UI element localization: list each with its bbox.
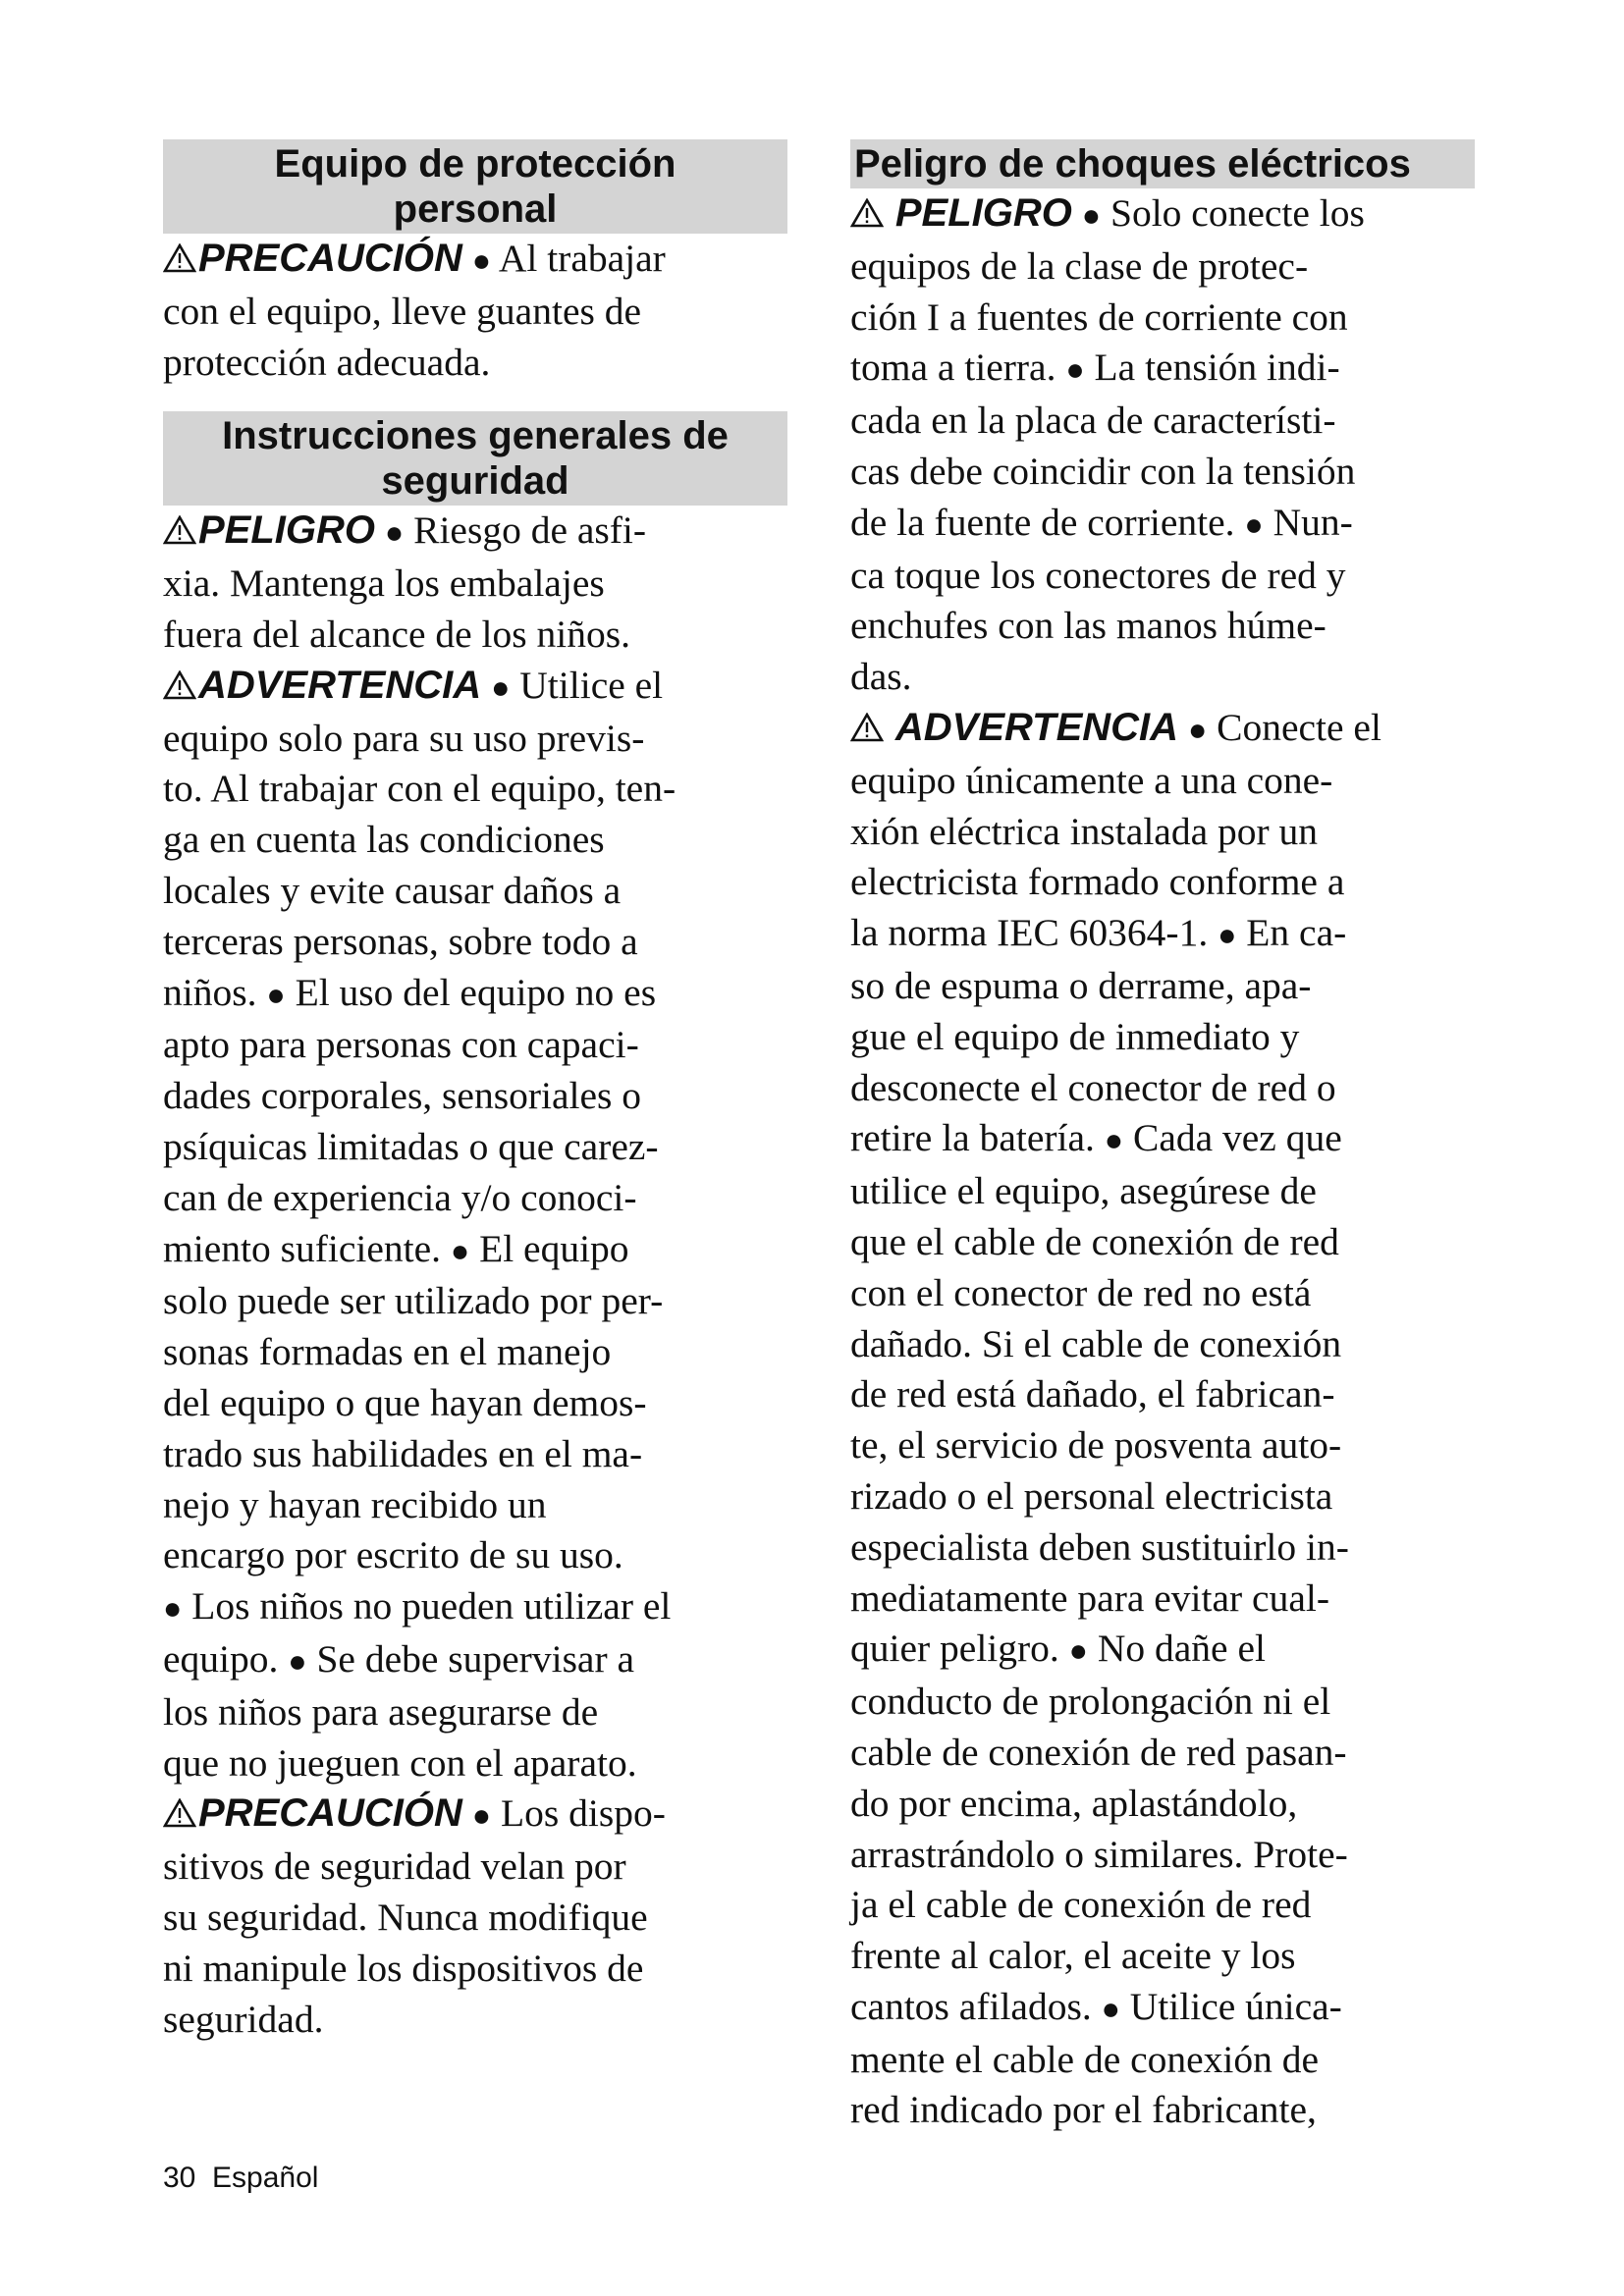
signal-word-danger: PELIGRO bbox=[198, 508, 376, 553]
bullet-icon: ● bbox=[1104, 1122, 1124, 1158]
warning-triangle-icon bbox=[163, 1798, 196, 1828]
bullet-icon: ● bbox=[384, 514, 405, 551]
warning-triangle-icon bbox=[163, 515, 196, 545]
paragraph-text: La tensión indi- cada en la placa de característi- cas debe coincidir con la tensión de la fuente de corriente. bbox=[850, 346, 1356, 544]
section-heading-protective-equipment: Equipo de protección personal bbox=[163, 139, 787, 234]
paragraph-text: Los niños no pueden utilizar el equipo. bbox=[163, 1584, 672, 1681]
warning-triangle-icon bbox=[850, 198, 884, 228]
warning-triangle-icon bbox=[163, 243, 196, 273]
left-column bbox=[163, 139, 787, 2045]
paragraph-warning-electric bbox=[850, 703, 1475, 2136]
section-heading-electric-shock: Peligro de choques eléctricos bbox=[850, 139, 1475, 188]
bullet-icon: ● bbox=[1218, 917, 1237, 953]
paragraph-text: El uso del equipo no es apto para personas con capaci- dades corporales, sensoriales o psíquicas limitadas o que carez- can de experiencia y/o conoci- miento suficiente. bbox=[163, 970, 659, 1270]
paragraph-text: Utilice el equipo solo para su uso previs- to. Al trabajar con el equipo, ten- ga en cuenta las condiciones locales y evite causar daños a terceras personas, sobre todo a niños. bbox=[163, 663, 677, 1014]
signal-word-warning: ADVERTENCIA bbox=[198, 663, 482, 707]
signal-word-warning: ADVERTENCIA bbox=[894, 705, 1179, 749]
page-footer bbox=[163, 2162, 318, 2195]
section-heading-general-safety: Instrucciones generales de seguridad bbox=[163, 411, 787, 506]
paragraph-text: El equipo solo puede ser utilizado por per- sonas formadas en el manejo del equipo o que hayan demos- trado sus habilidades en el ma- nejo y hayan recibido un encargo por escrito de su uso. bbox=[163, 1226, 664, 1577]
paragraph-text: Riesgo de asfi- xia. Mantenga los embalajes fuera del alcance de los niños. bbox=[163, 508, 647, 656]
bullet-icon: ● bbox=[471, 1797, 492, 1834]
bullet-icon: ● bbox=[1244, 506, 1264, 542]
bullet-icon: ● bbox=[491, 668, 511, 705]
signal-word-danger: PELIGRO bbox=[894, 191, 1072, 235]
paragraph-text: Nun- ca toque los conectores de red y enchufes con las manos húme- das. bbox=[850, 500, 1353, 699]
paragraph-text: No dañe el conducto de prolongación ni el cable de conexión de red pasan- do por encima, aplastándolo, arrastrándolo o similares. Prote- ja el cable de conexión de red frente al calor, el aceite y los cantos afilados. bbox=[850, 1627, 1348, 2028]
paragraph-text: En ca- so de espuma o derrame, apa- gue el equipo de inmediato y desconecte el conector de red o retire la batería. bbox=[850, 911, 1347, 1160]
bullet-icon: ● bbox=[288, 1642, 307, 1679]
bullet-icon: ● bbox=[1187, 711, 1208, 747]
warning-triangle-icon bbox=[850, 713, 884, 742]
footer-language: Español bbox=[212, 2162, 319, 2194]
bullet-icon: ● bbox=[1068, 1632, 1088, 1669]
paragraph-precaution-safety-devices bbox=[163, 1789, 787, 2045]
paragraph-precaution-gloves bbox=[163, 234, 787, 388]
paragraph-text: Utilice única- mente el cable de conexión de red indicado por el fabricante, bbox=[850, 1984, 1342, 2132]
warning-triangle-icon bbox=[163, 670, 196, 700]
paragraph-text: Cada vez que utilice el equipo, asegúrese de que el cable de conexión de red con el conector de red no está dañado. Si el cable de conexión de red está dañado, el fabrican- te, el servicio de posventa auto- rizado o el personal electricista especialista deben sustituirlo in- mediatamente para evitar cual- quier peligro. bbox=[850, 1116, 1349, 1671]
bullet-icon: ● bbox=[471, 242, 492, 278]
paragraph-text: Conecte el equipo únicamente a una cone- xión eléctrica instalada por un electricista formado conforme a la norma IEC 60364-1. bbox=[850, 705, 1381, 955]
page-number: 30 bbox=[163, 2162, 196, 2194]
signal-word-precaution: PRECAUCIÓN bbox=[198, 1791, 462, 1836]
bullet-icon: ● bbox=[266, 976, 286, 1012]
bullet-icon: ● bbox=[1065, 351, 1085, 388]
paragraph-danger-suffocation bbox=[163, 506, 787, 660]
paragraph-text: Al trabajar con el equipo, lleve guantes de protección adecuada. bbox=[163, 237, 666, 384]
paragraph-danger-electric bbox=[850, 188, 1475, 703]
bullet-icon: ● bbox=[1081, 197, 1102, 233]
signal-word-precaution: PRECAUCIÓN bbox=[198, 237, 462, 280]
bullet-icon: ● bbox=[163, 1590, 183, 1627]
paragraph-text: Se debe supervisar a los niños para asegurarse de que no jueguen con el aparato. bbox=[163, 1636, 637, 1785]
right-column bbox=[850, 139, 1475, 2136]
paragraph-text: Solo conecte los equipos de la clase de protec- ción I a fuentes de corriente con toma a tierra. bbox=[850, 191, 1365, 390]
paragraph-text: Los dispo- sitivos de seguridad velan por su seguridad. Nunca modifique ni manipule los dispositivos de seguridad. bbox=[163, 1791, 666, 2041]
paragraph-warning-use bbox=[163, 661, 787, 1789]
bullet-icon: ● bbox=[450, 1232, 470, 1268]
bullet-icon: ● bbox=[1101, 1990, 1120, 2026]
